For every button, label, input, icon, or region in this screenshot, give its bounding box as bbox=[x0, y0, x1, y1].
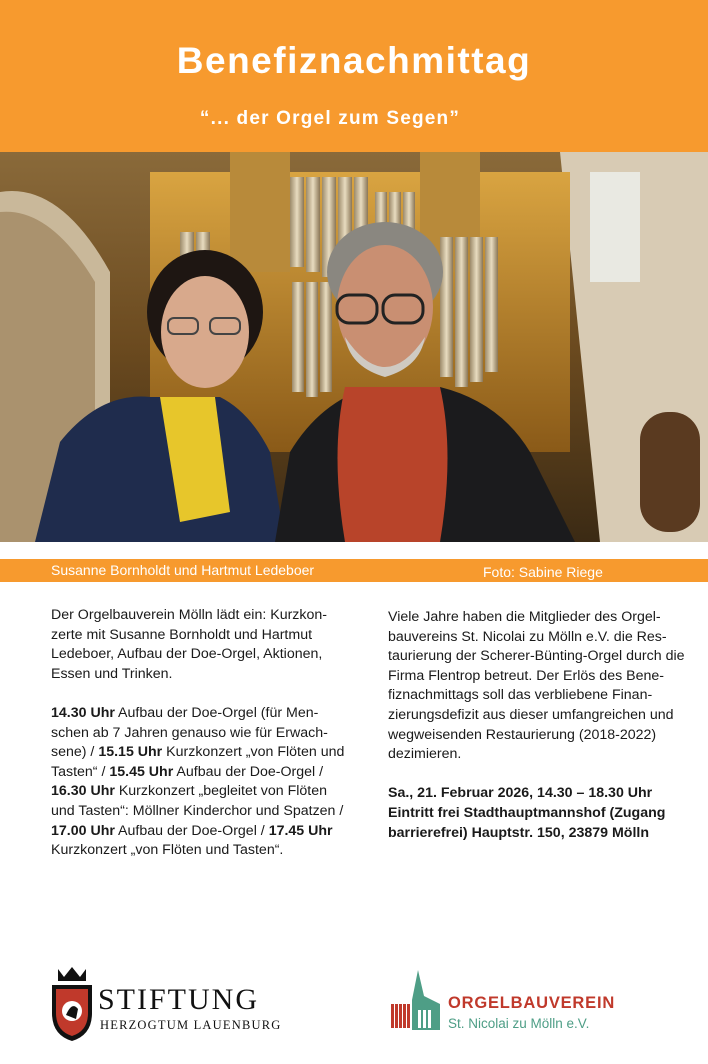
header-banner bbox=[0, 0, 708, 152]
left-column bbox=[51, 606, 351, 880]
orgelbauverein-subtitle: St. Nicolai zu Mölln e.V. bbox=[448, 1016, 590, 1031]
right-intro: Viele Jahre haben die Mitglieder des Orgel- bauvereins St. Nicolai zu Mölln e.V. die Res- taurierung der Scherer-Bünting-Orgel durch die Firma Flentrop betreut. Der Erlös des Bene- fiznachmittags soll das verbliebene Finan- zierungsdefizit aus dieser umfangreichen und wegweisenden Restaurierung (2018-2022) dezimieren. bbox=[388, 609, 685, 763]
schedule-paragraph bbox=[51, 704, 351, 861]
left-intro: Der Orgelbauverein Mölln lädt ein: Kurzkon- zerte mit Susanne Bornholdt und Hartmut Ledeboer, Aufbau der Doe-Orgel, Aktionen, Essen und Trinken. bbox=[51, 607, 327, 682]
schedule-text: Kurzkonzert „begleitet von Flöten und Tasten“: Möllner Kinderchor und Spatzen / bbox=[51, 783, 344, 819]
caption-credit: Foto: Sabine Riege bbox=[483, 564, 603, 580]
crest-icon bbox=[50, 963, 94, 1043]
page-title: Benefiznachmittag bbox=[176, 40, 532, 81]
schedule-time: 15.15 Uhr bbox=[98, 744, 163, 761]
orgelbauverein-logo bbox=[388, 970, 628, 1040]
schedule-time: 14.30 Uhr bbox=[51, 704, 115, 721]
schedule-text: Kurzkonzert „von Flöten und Tasten“ / bbox=[51, 744, 345, 780]
photo-caption-bar bbox=[0, 559, 708, 582]
church-icon bbox=[388, 970, 444, 1032]
schedule-time: 17.00 Uhr bbox=[51, 822, 115, 839]
schedule-text: Aufbau der Doe-Orgel / bbox=[173, 763, 324, 780]
schedule-time: 16.30 Uhr bbox=[51, 783, 115, 800]
page-subtitle: “... der Orgel zum Segen” bbox=[199, 108, 461, 129]
schedule-text: Aufbau der Doe-Orgel / bbox=[114, 822, 269, 839]
orgelbauverein-title: ORGELBAUVEREIN bbox=[448, 994, 616, 1012]
event-info: Sa., 21. Februar 2026, 14.30 – 18.30 Uhr Eintritt frei Stadthauptmannshof (Zugang barrierefrei) Hauptstr. 150, 23879 Mölln bbox=[388, 785, 666, 841]
stiftung-title: STIFTUNG bbox=[98, 983, 260, 1016]
organ-photo bbox=[0, 152, 708, 542]
right-column bbox=[388, 608, 688, 863]
schedule-time: 17.45 Uhr bbox=[268, 822, 333, 839]
schedule-text: Kurzkonzert „von Flöten und Tasten“. bbox=[51, 842, 284, 859]
caption-people: Susanne Bornholdt und Hartmut Ledeboer bbox=[51, 562, 315, 578]
stiftung-subtitle: HERZOGTUM LAUENBURG bbox=[100, 1018, 282, 1032]
schedule-time: 15.45 Uhr bbox=[109, 763, 174, 780]
stiftung-logo bbox=[50, 963, 290, 1043]
schedule-text: Aufbau der Doe-Orgel (für Men- schen ab 7 Jahren genauso wie für Erwach- sene) / bbox=[51, 704, 328, 761]
